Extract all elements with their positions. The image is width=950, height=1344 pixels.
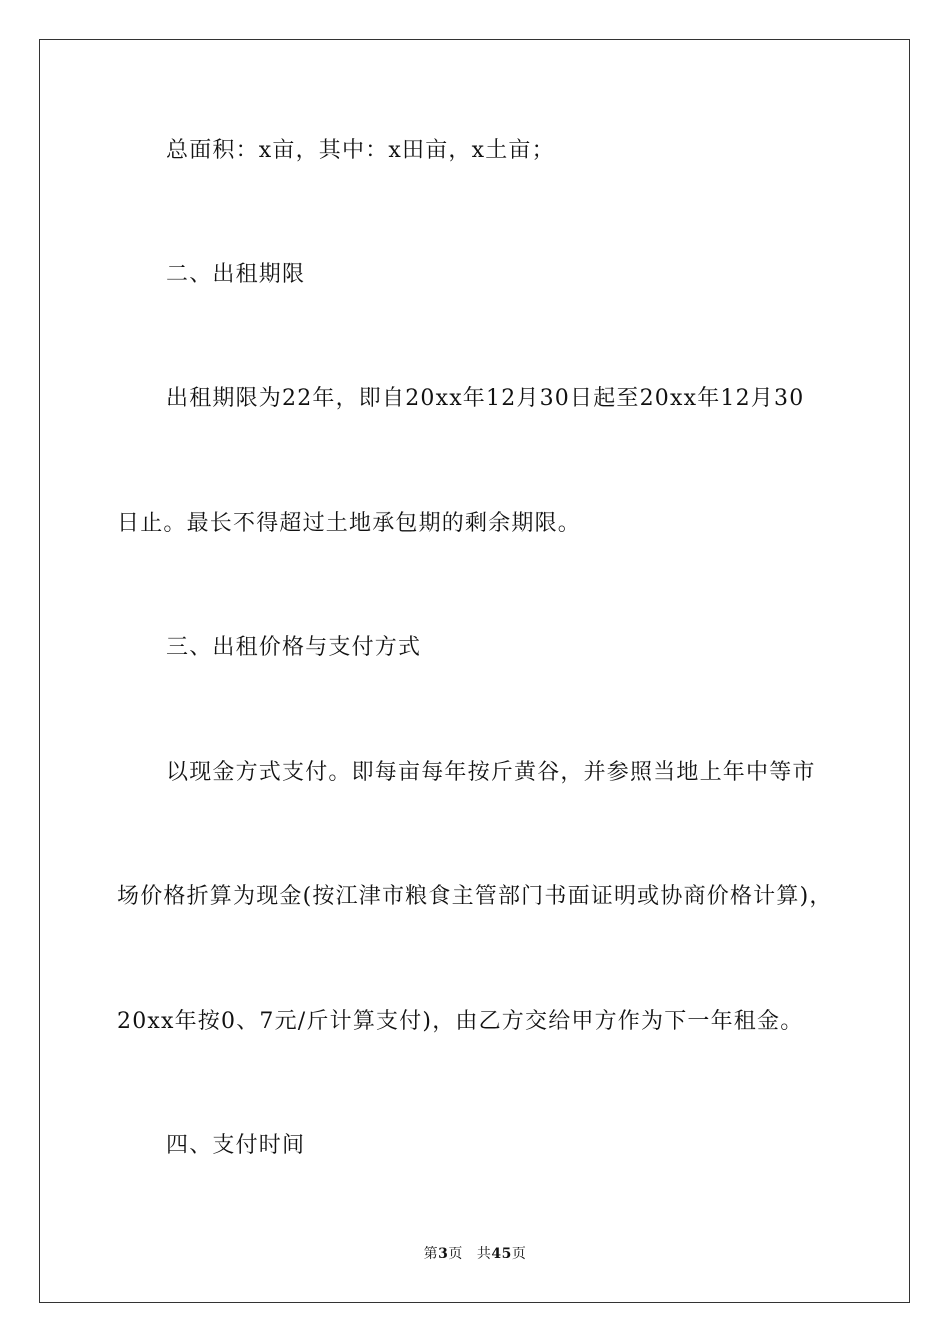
body-line-total-area: 总面积：x亩，其中：x田亩，x土亩；: [166, 138, 555, 163]
body-line-lease-term-1: 出租期限为22年，即自20xx年12月30日起至20xx年12月30: [166, 386, 805, 411]
page-border: [39, 39, 910, 1303]
footer-page-suffix: 页: [448, 1246, 463, 1262]
footer-total-prefix: 共: [476, 1246, 492, 1262]
page-footer: [0, 1244, 950, 1264]
body-line-payment-1: 以现金方式支付。即每亩每年按斤黄谷，并参照当地上年中等市: [166, 760, 816, 785]
section-heading-price-payment: 三、出租价格与支付方式: [166, 635, 422, 660]
body-line-payment-2: 场价格折算为现金(按江津市粮食主管部门书面证明或协商价格计算)，: [117, 884, 833, 909]
footer-total-pages: 45: [491, 1246, 512, 1262]
section-heading-payment-time: 四、支付时间: [166, 1133, 306, 1158]
footer-page-prefix: 第: [423, 1246, 439, 1262]
body-line-payment-3: 20xx年按0、7元/斤计算支付)，由乙方交给甲方作为下一年租金。: [117, 1009, 804, 1034]
body-line-lease-term-2: 日止。最长不得超过土地承包期的剩余期限。: [117, 511, 582, 536]
footer-page-number: 3: [438, 1246, 449, 1262]
section-heading-lease-term: 二、出租期限: [166, 262, 306, 287]
footer-total-suffix: 页: [511, 1246, 527, 1262]
